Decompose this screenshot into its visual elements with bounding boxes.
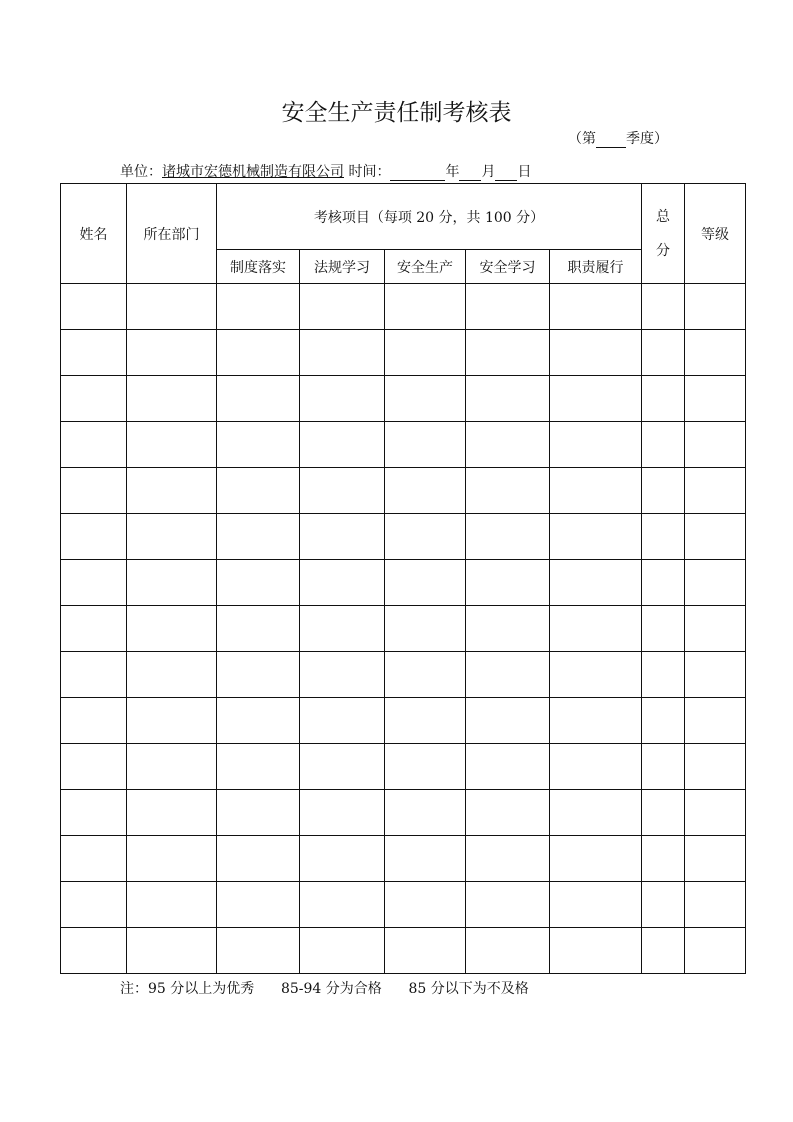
table-cell[interactable] xyxy=(466,560,550,606)
table-row xyxy=(61,882,746,928)
table-cell[interactable] xyxy=(217,330,300,376)
header-item: 职责履行 xyxy=(550,250,642,284)
table-cell[interactable] xyxy=(550,560,642,606)
table-cell[interactable] xyxy=(127,284,217,330)
table-cell[interactable] xyxy=(217,560,300,606)
day-blank[interactable] xyxy=(495,166,517,181)
table-cell[interactable] xyxy=(466,514,550,560)
table-cell[interactable] xyxy=(642,376,685,422)
table-cell[interactable] xyxy=(550,606,642,652)
unit-value: 诸城市宏德机械制造有限公司 xyxy=(162,164,344,180)
header-item: 安全学习 xyxy=(466,250,550,284)
time-label: 时间： xyxy=(348,164,391,180)
table-cell[interactable] xyxy=(385,882,466,928)
table-row xyxy=(61,468,746,514)
table-cell[interactable] xyxy=(61,928,127,974)
table-cell[interactable] xyxy=(217,284,300,330)
table-cell[interactable] xyxy=(61,422,127,468)
table-cell[interactable] xyxy=(642,652,685,698)
header-grade: 等级 xyxy=(685,184,746,284)
table-cell[interactable] xyxy=(550,284,642,330)
table-cell[interactable] xyxy=(61,652,127,698)
table-cell[interactable] xyxy=(385,284,466,330)
table-cell[interactable] xyxy=(217,698,300,744)
table-row xyxy=(61,514,746,560)
table-cell[interactable] xyxy=(300,836,385,882)
table-cell[interactable] xyxy=(127,928,217,974)
table-cell[interactable] xyxy=(685,652,746,698)
table-cell[interactable] xyxy=(385,698,466,744)
table-cell[interactable] xyxy=(642,882,685,928)
table-cell[interactable] xyxy=(550,376,642,422)
table-cell[interactable] xyxy=(550,790,642,836)
table-cell[interactable] xyxy=(685,698,746,744)
table-cell[interactable] xyxy=(300,330,385,376)
table-cell[interactable] xyxy=(300,744,385,790)
table-cell[interactable] xyxy=(642,514,685,560)
table-cell[interactable] xyxy=(217,468,300,514)
table-cell[interactable] xyxy=(550,330,642,376)
table-row xyxy=(61,652,746,698)
table-cell[interactable] xyxy=(642,836,685,882)
table-cell[interactable] xyxy=(127,652,217,698)
header-item: 制度落实 xyxy=(217,250,300,284)
table-cell[interactable] xyxy=(466,376,550,422)
table-cell[interactable] xyxy=(685,744,746,790)
table-cell[interactable] xyxy=(127,330,217,376)
table-cell[interactable] xyxy=(466,744,550,790)
table-cell[interactable] xyxy=(642,468,685,514)
header-dept: 所在部门 xyxy=(127,184,217,284)
table-cell[interactable] xyxy=(385,928,466,974)
table-cell[interactable] xyxy=(466,882,550,928)
table-cell[interactable] xyxy=(685,284,746,330)
table-cell[interactable] xyxy=(127,882,217,928)
table-cell[interactable] xyxy=(217,744,300,790)
table-cell[interactable] xyxy=(300,422,385,468)
table-cell[interactable] xyxy=(300,514,385,560)
table-cell[interactable] xyxy=(61,330,127,376)
table-cell[interactable] xyxy=(217,790,300,836)
table-cell[interactable] xyxy=(685,606,746,652)
table-cell[interactable] xyxy=(300,882,385,928)
page-title: 安全生产责任制考核表 xyxy=(281,100,512,126)
table-cell[interactable] xyxy=(385,376,466,422)
quarter-prefix: （第 xyxy=(568,131,596,147)
assessment-table xyxy=(60,183,746,974)
table-cell[interactable] xyxy=(550,882,642,928)
table-cell[interactable] xyxy=(127,376,217,422)
table-cell[interactable] xyxy=(685,928,746,974)
month-label: 月 xyxy=(481,164,496,180)
quarter-suffix: 季度） xyxy=(626,131,668,147)
table-cell[interactable] xyxy=(127,422,217,468)
table-row xyxy=(61,376,746,422)
table-cell[interactable] xyxy=(685,468,746,514)
table-cell[interactable] xyxy=(642,422,685,468)
table-cell[interactable] xyxy=(385,790,466,836)
table-cell[interactable] xyxy=(61,468,127,514)
table-cell[interactable] xyxy=(385,514,466,560)
table-cell[interactable] xyxy=(550,744,642,790)
table-cell[interactable] xyxy=(300,698,385,744)
table-cell[interactable] xyxy=(466,330,550,376)
table-cell[interactable] xyxy=(642,606,685,652)
table-cell[interactable] xyxy=(466,928,550,974)
table-cell[interactable] xyxy=(642,284,685,330)
month-blank[interactable] xyxy=(459,166,481,181)
table-cell[interactable] xyxy=(61,836,127,882)
table-cell[interactable] xyxy=(466,836,550,882)
table-cell[interactable] xyxy=(466,652,550,698)
table-cell[interactable] xyxy=(300,284,385,330)
table-cell[interactable] xyxy=(217,422,300,468)
table-cell[interactable] xyxy=(61,606,127,652)
table-cell[interactable] xyxy=(685,422,746,468)
table-cell[interactable] xyxy=(61,882,127,928)
table-cell[interactable] xyxy=(217,652,300,698)
table-cell[interactable] xyxy=(385,560,466,606)
table-row xyxy=(61,744,746,790)
table-cell[interactable] xyxy=(685,514,746,560)
day-label: 日 xyxy=(517,164,532,180)
table-row xyxy=(61,422,746,468)
table-cell[interactable] xyxy=(61,284,127,330)
table-cell[interactable] xyxy=(466,468,550,514)
table-cell[interactable] xyxy=(385,606,466,652)
header-name: 姓名 xyxy=(61,184,127,284)
unit-label: 单位： xyxy=(120,164,162,180)
quarter-blank[interactable] xyxy=(596,133,626,148)
table-cell[interactable] xyxy=(685,882,746,928)
table-cell[interactable] xyxy=(300,376,385,422)
table-cell[interactable] xyxy=(550,836,642,882)
table-cell[interactable] xyxy=(685,560,746,606)
table-cell[interactable] xyxy=(300,468,385,514)
table-cell[interactable] xyxy=(217,836,300,882)
header-items-title: 考核项目（每项 20 分，共 100 分） xyxy=(217,184,642,250)
table-cell[interactable] xyxy=(127,468,217,514)
table-cell[interactable] xyxy=(300,928,385,974)
table-row xyxy=(61,836,746,882)
header-item: 安全生产 xyxy=(385,250,466,284)
table-cell[interactable] xyxy=(385,330,466,376)
table-cell[interactable] xyxy=(385,468,466,514)
grading-note: 注：95 分以上为优秀 85-94 分为合格 85 分以下为不及格 xyxy=(120,981,529,997)
table-cell[interactable] xyxy=(61,698,127,744)
table-cell[interactable] xyxy=(642,560,685,606)
table-cell[interactable] xyxy=(127,836,217,882)
table-cell[interactable] xyxy=(61,514,127,560)
table-cell[interactable] xyxy=(217,514,300,560)
table-row xyxy=(61,790,746,836)
table-cell[interactable] xyxy=(61,376,127,422)
table-cell[interactable] xyxy=(466,284,550,330)
table-cell[interactable] xyxy=(217,882,300,928)
table-cell[interactable] xyxy=(642,744,685,790)
table-cell[interactable] xyxy=(61,560,127,606)
table-cell[interactable] xyxy=(466,606,550,652)
table-cell[interactable] xyxy=(685,376,746,422)
table-cell[interactable] xyxy=(642,330,685,376)
table-cell[interactable] xyxy=(217,606,300,652)
table-cell[interactable] xyxy=(300,652,385,698)
table-cell[interactable] xyxy=(385,836,466,882)
table-cell[interactable] xyxy=(300,790,385,836)
table-cell[interactable] xyxy=(685,836,746,882)
table-cell[interactable] xyxy=(550,514,642,560)
table-cell[interactable] xyxy=(466,422,550,468)
table-row xyxy=(61,284,746,330)
table-cell[interactable] xyxy=(127,514,217,560)
table-cell[interactable] xyxy=(300,560,385,606)
table-cell[interactable] xyxy=(127,606,217,652)
table-cell[interactable] xyxy=(127,790,217,836)
table-cell[interactable] xyxy=(217,376,300,422)
table-cell[interactable] xyxy=(550,928,642,974)
year-label: 年 xyxy=(445,164,460,180)
table-row xyxy=(61,928,746,974)
table-cell[interactable] xyxy=(550,698,642,744)
quarter-line xyxy=(568,128,668,148)
table-row xyxy=(61,330,746,376)
table-cell[interactable] xyxy=(300,606,385,652)
table-cell[interactable] xyxy=(61,790,127,836)
unit-time-line xyxy=(120,161,531,181)
header-item: 法规学习 xyxy=(300,250,385,284)
table-cell[interactable] xyxy=(127,744,217,790)
table-cell[interactable] xyxy=(385,652,466,698)
table-cell[interactable] xyxy=(385,744,466,790)
table-cell[interactable] xyxy=(685,330,746,376)
table-cell[interactable] xyxy=(642,928,685,974)
header-total: 总 分 xyxy=(642,184,685,284)
year-blank[interactable] xyxy=(390,166,445,181)
table-cell[interactable] xyxy=(385,422,466,468)
table-cell[interactable] xyxy=(466,790,550,836)
table-cell[interactable] xyxy=(127,560,217,606)
table-cell[interactable] xyxy=(466,698,550,744)
table-cell[interactable] xyxy=(127,698,217,744)
table-cell[interactable] xyxy=(61,744,127,790)
table-cell[interactable] xyxy=(550,468,642,514)
table-cell[interactable] xyxy=(642,790,685,836)
table-cell[interactable] xyxy=(685,790,746,836)
table-cell[interactable] xyxy=(642,698,685,744)
table-cell[interactable] xyxy=(550,422,642,468)
table-row xyxy=(61,606,746,652)
table-row xyxy=(61,698,746,744)
table-cell[interactable] xyxy=(550,652,642,698)
table-row xyxy=(61,560,746,606)
table-cell[interactable] xyxy=(217,928,300,974)
